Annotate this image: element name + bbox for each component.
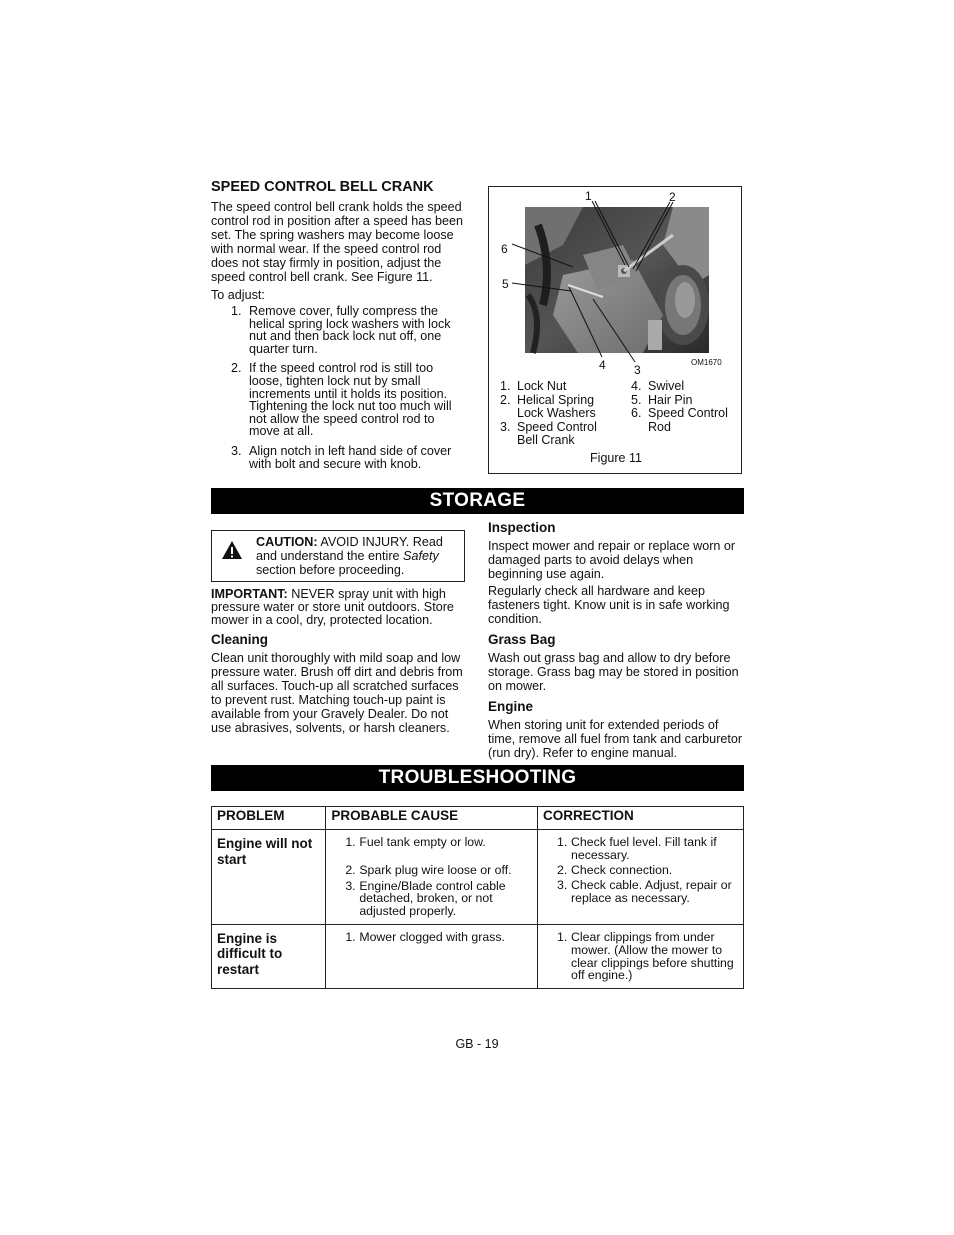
adjust-step (231, 445, 467, 470)
adjust-steps-list (231, 305, 467, 477)
correction-item (543, 879, 738, 905)
inspection-text-2: Regularly check all hardware and keep fasteners tight. Know unit is in safe working condition. (488, 584, 730, 626)
callout-1: 1 (585, 189, 592, 203)
correction-item (543, 931, 738, 982)
caution-text (256, 535, 456, 577)
troubleshooting-banner: TROUBLESHOOTING (211, 765, 744, 791)
legend-text: Lock Nut (517, 379, 567, 393)
legend-text: Speed Control Bell Crank (517, 419, 597, 447)
caution-text-part: section before proceeding. (256, 563, 405, 577)
item-number: 1. (345, 835, 356, 849)
section-heading-speed-control: SPEED CONTROL BELL CRANK (211, 179, 434, 195)
legend-text: Speed Control Rod (648, 406, 728, 434)
cause-item (331, 836, 532, 849)
troubleshooting-table (211, 806, 744, 989)
to-adjust-label: To adjust: (211, 288, 265, 302)
legend-item (631, 407, 734, 434)
item-number: 2. (345, 862, 356, 877)
engine-heading: Engine (488, 699, 534, 714)
column-header-problem: PROBLEM (212, 807, 326, 830)
table-header-row (212, 807, 744, 830)
step-text: Align notch in left hand side of cover with bolt and secure with knob. (249, 443, 452, 471)
item-text: Check cable. Adjust, repair or replace as necessary. (571, 878, 732, 906)
column-header-cause: PROBABLE CAUSE (326, 807, 538, 830)
caution-box (211, 530, 465, 582)
cause-item (331, 880, 517, 918)
figure-11-box (488, 186, 742, 474)
correction-cell (538, 830, 744, 925)
column-header-correction: CORRECTION (538, 807, 744, 830)
cause-item (331, 864, 532, 877)
cause-cell (326, 830, 538, 925)
callout-2: 2 (669, 190, 676, 204)
legend-item (500, 394, 609, 421)
inspection-heading: Inspection (488, 520, 556, 535)
correction-cell (538, 924, 744, 988)
cleaning-heading: Cleaning (211, 632, 269, 647)
speed-control-intro: The speed control bell crank holds the speed control rod in position after a speed has been set. The spring washers may become loose with normal wear. If the speed control rod does not stay firmly in position, adjust the speed control bell crank. See Figure 11. (211, 200, 464, 284)
warning-triangle-icon (221, 540, 243, 560)
step-number: 1. (231, 304, 242, 318)
step-text: Remove cover, fully compress the helical spring lock washers with lock nut and then back lock nut off, one quarter turn. (249, 304, 451, 356)
item-number: 3. (557, 878, 568, 893)
step-text: If the speed control rod is still too loose, tighten lock nut by small increments until it holds its position. Tightening the lock nut too much will not allow the speed control rod to move at all. (249, 361, 452, 439)
item-number: 1. (557, 929, 568, 944)
legend-item (500, 421, 609, 448)
item-text: Engine/Blade control cable detached, broken, or not adjusted properly. (359, 878, 506, 919)
item-number: 1. (557, 835, 568, 849)
caution-safety-word: Safety (403, 549, 439, 563)
figure-legend-left (500, 380, 620, 448)
item-text: Mower clogged with grass. (359, 929, 505, 944)
engine-text: When storing unit for extended periods of time, remove all fuel from tank and carburetor (run dry). Refer to engine manual. (488, 718, 743, 760)
legend-text: Hair Pin (648, 392, 693, 407)
legend-number: 6. (631, 406, 642, 420)
problem-cell: Engine will not start (212, 830, 326, 925)
table-row (212, 924, 744, 988)
item-text: Check fuel level. Fill tank if necessary. (571, 835, 717, 862)
table-row (212, 830, 744, 925)
storage-banner: STORAGE (211, 488, 744, 514)
item-number: 1. (345, 929, 356, 944)
legend-item (631, 394, 735, 408)
legend-text: Helical Spring Lock Washers (517, 392, 596, 420)
important-label: IMPORTANT: (211, 587, 288, 601)
step-number: 2. (231, 361, 242, 376)
caution-label: CAUTION: (256, 535, 318, 549)
legend-number: 3. (500, 419, 511, 434)
legend-item (631, 380, 735, 394)
adjust-step (231, 362, 467, 438)
grass-bag-heading: Grass Bag (488, 632, 556, 647)
item-text: Check connection. (571, 862, 673, 877)
inspection-text-1: Inspect mower and repair or replace worn or damaged parts to avoid delays when beginning use again. (488, 539, 736, 581)
legend-number: 2. (500, 392, 511, 407)
figure-legend-right (631, 380, 735, 434)
callout-4: 4 (599, 358, 606, 372)
correction-item (543, 836, 735, 862)
figure-caption: Figure 11 (590, 451, 642, 465)
item-number: 3. (345, 878, 356, 893)
grass-bag-text: Wash out grass bag and allow to dry before storage. Grass bag may be stored in position on mower. (488, 651, 739, 693)
important-note (211, 588, 467, 627)
item-text: Spark plug wire loose or off. (359, 862, 512, 877)
callout-6: 6 (501, 242, 508, 256)
callout-3: 3 (634, 363, 641, 377)
figure-code: OM1670 (691, 358, 722, 367)
cause-cell (326, 924, 538, 988)
important-text: NEVER spray unit with high pressure water or store unit outdoors. Store mower in a cool, dry, protected location. (211, 587, 454, 627)
adjust-step (231, 305, 467, 355)
callout-5: 5 (502, 277, 509, 291)
cleaning-text: Clean unit thoroughly with mild soap and low pressure water. Brush off dirt and debris from all surfaces. Touch-up all scratched surfaces to prevent rust. Matching touch-up paint is available from your Gravely Dealer. Do not use abrasives, solvents, or harsh cleaners. (211, 651, 463, 735)
page-number: GB - 19 (455, 1037, 499, 1051)
legend-text: Swivel (648, 379, 685, 393)
legend-number: 5. (631, 392, 642, 407)
correction-item (543, 864, 738, 877)
legend-number: 4. (631, 379, 642, 393)
item-text: Fuel tank empty or low. (359, 835, 486, 849)
caution-text-part: AVOID INJURY. Read and understand the entire (256, 535, 443, 563)
legend-number: 1. (500, 379, 511, 393)
problem-cell: Engine is difficult to restart (212, 924, 326, 988)
legend-item (500, 380, 620, 394)
item-number: 2. (557, 862, 568, 877)
item-text: Clear clippings from under mower. (Allow the mower to clear clippings before shutting off engine.) (571, 929, 734, 983)
step-number: 3. (231, 443, 242, 458)
cause-item (331, 931, 532, 944)
